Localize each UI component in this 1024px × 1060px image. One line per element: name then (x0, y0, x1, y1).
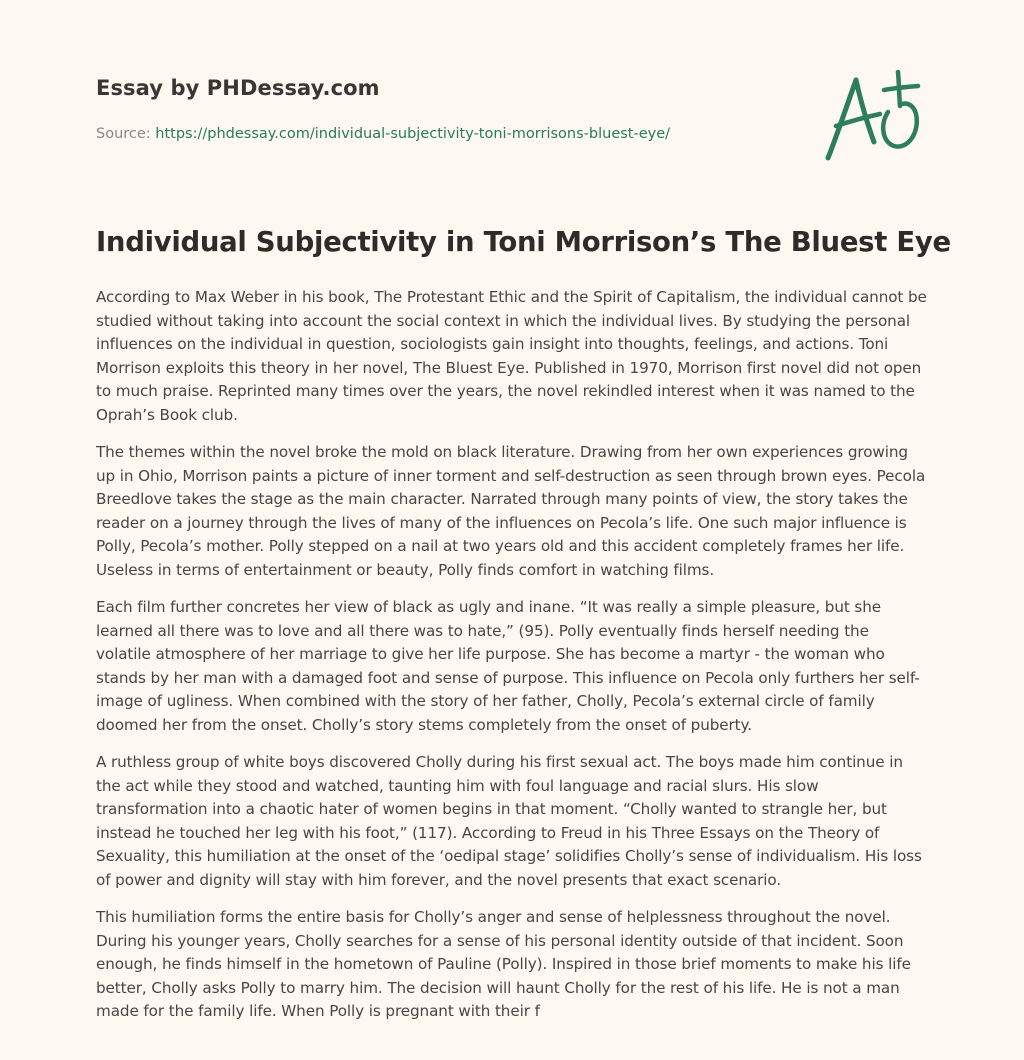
essay-paragraph: A ruthless group of white boys discovered Cholly during his first sexual act. The boys made him continue in the act while they stood and watched, taunting him with foul language and racial slurs. His slow transformation into a chaotic hater of women begins in that moment. “Cholly wanted to strangle her, but instead he touched her leg with his foot,” (117). According to Freud in his Three Essays on the Theory of Sexuality, this humiliation at the onset of the ‘oedipal stage’ solidifies Cholly’s sense of individualism. His loss of power and dignity will stay with him forever, and the novel presents that exact scenario. (96, 753, 922, 889)
essay-paragraph: The themes within the novel broke the mold on black literature. Drawing from her own experiences growing up in Ohio, Morrison paints a picture of inner torment and self-destruction as seen through brown eyes. Pecola Breedlove takes the stage as the main character. Narrated through many points of view, the story takes the reader on a journey through the lives of many of the influences on Pecola’s life. One such major influence is Polly, Pecola’s mother. Polly stepped on a nail at two years old and this accident completely frames her life. Useless in terms of entertainment or beauty, Polly finds comfort in watching films. (96, 443, 926, 579)
source-link[interactable]: https://phdessay.com/individual-subjectivity-toni-morrisons-bluest-eye/ (155, 126, 671, 142)
page-header (96, 76, 796, 142)
site-brand: Essay by PHDessay.com (96, 76, 380, 100)
a-plus-grade-icon (822, 68, 928, 164)
essay-paragraph: This humiliation forms the entire basis for Cholly’s anger and sense of helplessness throughout the novel. During his younger years, Cholly searches for a sense of his personal identity outside of that incident. Soon enough, he finds himself in the hometown of Pauline (Polly). Inspired in those brief moments to make his life better, Cholly asks Polly to marry him. The decision will haunt Cholly for the rest of his life. He is not a man made for the family life. When Polly is pregnant with their f (96, 908, 911, 1020)
essay-paragraph: According to Max Weber in his book, The Protestant Ethic and the Spirit of Capitalism, the individual cannot be studied without taking into account the social context in which the individual lives. By studying the personal influences on the individual in question, sociologists gain insight into thoughts, feelings, and actions. Toni Morrison exploits this theory in her novel, The Bluest Eye. Published in 1970, Morrison first novel did not open to much praise. Reprinted many times over the years, the novel rekindled interest when it was named to the Oprah’s Book club. (96, 288, 927, 424)
source-line (96, 126, 796, 142)
essay-paragraph: Each film further concretes her view of black as ugly and inane. “It was really a simple pleasure, but she learned all there was to love and all there was to hate,” (95). Polly eventually finds herself needing the volatile atmosphere of her marriage to give her life purpose. She has become a martyr - the woman who stands by her man with a damaged foot and sense of purpose. This influence on Pecola only furthers her self-image of ugliness. When combined with the story of her father, Cholly, Pecola’s external circle of family doomed her from the onset. Cholly’s story stems completely from the onset of puberty. (96, 598, 920, 734)
source-label: Source: (96, 126, 151, 142)
essay-title: Individual Subjectivity in Toni Morrison’s The Bluest Eye (96, 226, 951, 258)
essay-body (96, 286, 928, 1038)
